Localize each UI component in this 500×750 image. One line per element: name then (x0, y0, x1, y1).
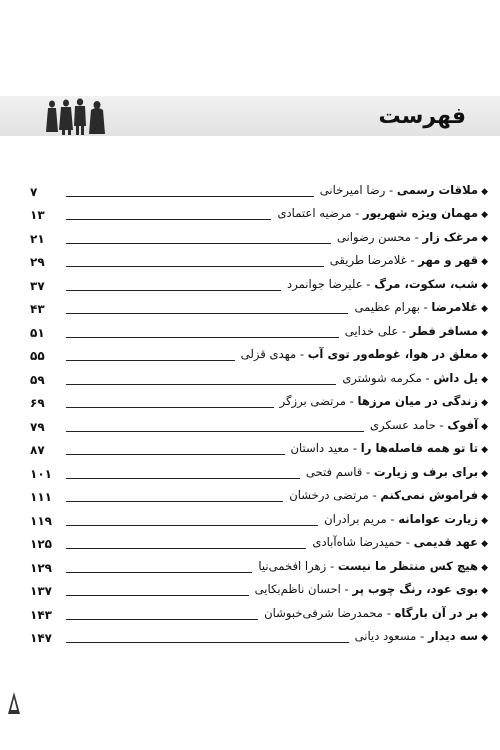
bullet-icon: ◆ (481, 398, 488, 408)
separator-dash: - (406, 253, 419, 267)
leader-line (66, 619, 258, 620)
separator-dash: - (435, 417, 448, 432)
story-author: بهرام عظیمی (354, 300, 420, 314)
leader-line (66, 313, 348, 314)
bullet-icon: ◆ (481, 233, 488, 244)
separator-dash: - (349, 441, 361, 455)
leader-line (66, 478, 300, 479)
page-number: ۱۴۷ (30, 631, 52, 645)
toc-entry (30, 202, 488, 226)
toc-entry (30, 272, 488, 296)
publisher-logo-icon (6, 690, 22, 716)
toc-entry-text (355, 629, 488, 648)
story-title: هیچ کس منتظر ما نیست (337, 558, 479, 573)
page-number: ۱۱۹ (30, 513, 52, 528)
leader-line (66, 548, 306, 549)
toc-entry-text (330, 253, 488, 272)
page-number: ۲۹ (30, 255, 45, 269)
page-number: ۷ (30, 184, 38, 199)
leader-line (66, 337, 339, 338)
page-number: ۲۱ (30, 231, 45, 246)
bullet-icon: ◆ (481, 492, 488, 502)
story-title: آفوک (447, 417, 479, 432)
toc-entry (30, 531, 488, 555)
toc-entry (30, 249, 488, 273)
toc-entry (30, 484, 488, 508)
story-author: علی خدایی (344, 323, 399, 338)
pilgrims-illustration (40, 96, 108, 136)
story-author: معید داستان (290, 441, 350, 455)
leader-line (66, 525, 318, 526)
story-author: رضا امیرخانی (319, 182, 386, 197)
toc-entry-text (277, 206, 488, 225)
bullet-icon: ◆ (481, 539, 488, 549)
bullet-icon: ◆ (481, 468, 488, 479)
toc-entry (30, 296, 488, 320)
leader-line (66, 196, 314, 197)
leader-line (66, 290, 281, 291)
page-number: ۱۰۱ (30, 466, 52, 481)
separator-dash: - (421, 370, 434, 385)
story-title: فراموش نمی‌کنم (380, 488, 479, 502)
toc-entry-text (289, 488, 488, 507)
toc-entry (30, 390, 488, 414)
toc-entry-text (370, 418, 488, 437)
page-number: ۱۱۱ (30, 490, 52, 504)
leader-line (66, 360, 235, 361)
story-author: غلامرضا طریقی (329, 253, 407, 267)
bullet-icon: ◆ (481, 257, 488, 267)
separator-dash: - (345, 394, 358, 408)
leader-line (66, 501, 283, 502)
story-author: محمدرضا شرفی‌خبوشان (264, 605, 384, 620)
toc-entry (30, 343, 488, 367)
toc-entry (30, 601, 488, 625)
separator-dash: - (362, 276, 375, 291)
story-title: عهد قدیمی (413, 535, 479, 549)
bullet-icon: ◆ (481, 210, 488, 220)
story-title: تا تو همه فاصله‌ها را (360, 441, 479, 455)
bullet-icon: ◆ (481, 562, 488, 573)
leader-line (66, 642, 349, 643)
page-number: ۵۱ (30, 325, 45, 340)
toc-entry-text (287, 277, 488, 296)
story-author: احسان ناظم‌بکایی (254, 582, 341, 596)
leader-line (66, 595, 249, 596)
story-title: مرغک زار (422, 229, 479, 244)
story-title: غلامرضا (431, 300, 479, 314)
story-title: برای برف و زیارت (373, 464, 479, 479)
leader-line (66, 384, 336, 385)
story-author: علیرضا جوانمرد (287, 276, 363, 291)
leader-line (66, 572, 252, 573)
bullet-icon: ◆ (481, 609, 488, 620)
table-of-contents (30, 178, 488, 648)
leader-line (66, 219, 271, 220)
page-number: ۱۲۹ (30, 560, 52, 575)
toc-entry-text (354, 300, 488, 319)
separator-dash: - (296, 347, 308, 361)
story-title: شب، سکوت، مرگ (374, 276, 479, 291)
toc-entry (30, 366, 488, 390)
story-title: بوی عود، رنگ چوب پر (352, 582, 479, 596)
story-author: مکرمه شوشتری (342, 370, 422, 385)
story-author: مرتضی درخشان (289, 488, 369, 502)
separator-dash: - (402, 535, 414, 549)
separator-dash: - (383, 605, 395, 620)
bullet-icon: ◆ (481, 421, 488, 432)
story-title: ملاقات رسمی (396, 182, 479, 197)
story-author: حامد عسکری (369, 417, 436, 432)
toc-entry-text (264, 606, 488, 625)
toc-entry (30, 578, 488, 602)
toc-entry (30, 507, 488, 531)
toc-entry (30, 178, 488, 202)
toc-entry-text (324, 512, 488, 531)
separator-dash: - (386, 511, 399, 526)
story-author: حمیدرضا شاه‌آبادی (312, 535, 403, 549)
toc-entry (30, 625, 488, 649)
toc-entry-text (291, 441, 488, 460)
toc-entry-text (342, 371, 488, 390)
separator-dash: - (419, 300, 432, 314)
story-title: سه دیدار (427, 629, 479, 643)
story-title: مسافر فطر (409, 323, 479, 338)
toc-entry-text (345, 324, 488, 343)
page-number: ۶۹ (30, 396, 45, 410)
page-number: ۷۹ (30, 419, 45, 434)
story-author: مرضیه اعتمادی (277, 206, 352, 220)
story-title: زیارت عوامانه (398, 511, 479, 526)
bullet-icon: ◆ (481, 304, 488, 314)
separator-dash: - (351, 206, 363, 220)
bullet-icon: ◆ (481, 633, 488, 643)
leader-line (66, 243, 331, 244)
toc-entry (30, 460, 488, 484)
toc-entry-text (241, 347, 488, 366)
page-number: ۳۷ (30, 278, 45, 293)
page-number: ۱۴۳ (30, 607, 52, 622)
page-title: فهرست (378, 104, 466, 129)
page-number: ۸۷ (30, 443, 45, 457)
story-title: یل داش (433, 370, 479, 385)
separator-dash: - (340, 582, 353, 596)
toc-entry (30, 225, 488, 249)
leader-line (66, 407, 274, 408)
toc-entry (30, 437, 488, 461)
bullet-icon: ◆ (481, 515, 488, 526)
separator-dash: - (416, 629, 428, 643)
toc-entry (30, 319, 488, 343)
page-number: ۵۵ (30, 349, 45, 363)
bullet-icon: ◆ (481, 280, 488, 291)
story-author: مسعود دیانی (354, 629, 417, 643)
separator-dash: - (410, 229, 423, 244)
story-title: بر در آن بارگاه (394, 605, 479, 620)
toc-entry-text (337, 230, 488, 249)
story-title: مهمان ویژه شهریور (362, 206, 479, 220)
toc-entry-text (320, 183, 488, 202)
story-title: معلق در هوا، غوطه‌ور توی آب (307, 347, 479, 361)
toc-entry-text (306, 465, 488, 484)
story-author: مهدی قزلی (240, 347, 297, 361)
leader-line (66, 454, 285, 455)
header-band (0, 96, 500, 136)
story-title: قهر و مهر (418, 253, 479, 267)
bullet-icon: ◆ (481, 351, 488, 361)
separator-dash: - (368, 488, 381, 502)
separator-dash: - (326, 558, 338, 573)
page-number: ۱۲۵ (30, 537, 52, 551)
bullet-icon: ◆ (481, 445, 488, 455)
separator-dash: - (362, 464, 374, 479)
page-number: ۱۳۷ (30, 584, 52, 598)
story-author: قاسم فتحی (305, 464, 363, 479)
toc-entry-text (280, 394, 488, 413)
toc-entry-text (258, 559, 488, 578)
separator-dash: - (398, 323, 410, 338)
story-author: مریم برادران (324, 511, 387, 526)
story-title: زندگی در میان مرزها (357, 394, 479, 408)
leader-line (66, 431, 364, 432)
page-number: ۴۳ (30, 302, 45, 316)
page-number: ۱۳ (30, 208, 45, 222)
separator-dash: - (385, 182, 397, 197)
story-author: محسن رضوانی (336, 229, 411, 244)
page-number: ۵۹ (30, 372, 45, 387)
bullet-icon: ◆ (481, 374, 488, 385)
bullet-icon: ◆ (481, 586, 488, 596)
toc-entry (30, 413, 488, 437)
leader-line (66, 266, 324, 267)
toc-entry-text (255, 582, 488, 601)
story-author: زهرا افخمی‌نیا (258, 558, 327, 573)
bullet-icon: ◆ (481, 327, 488, 338)
bullet-icon: ◆ (481, 186, 488, 197)
story-author: مرتضی برزگر (279, 394, 346, 408)
toc-entry-text (312, 535, 488, 554)
toc-entry (30, 554, 488, 578)
